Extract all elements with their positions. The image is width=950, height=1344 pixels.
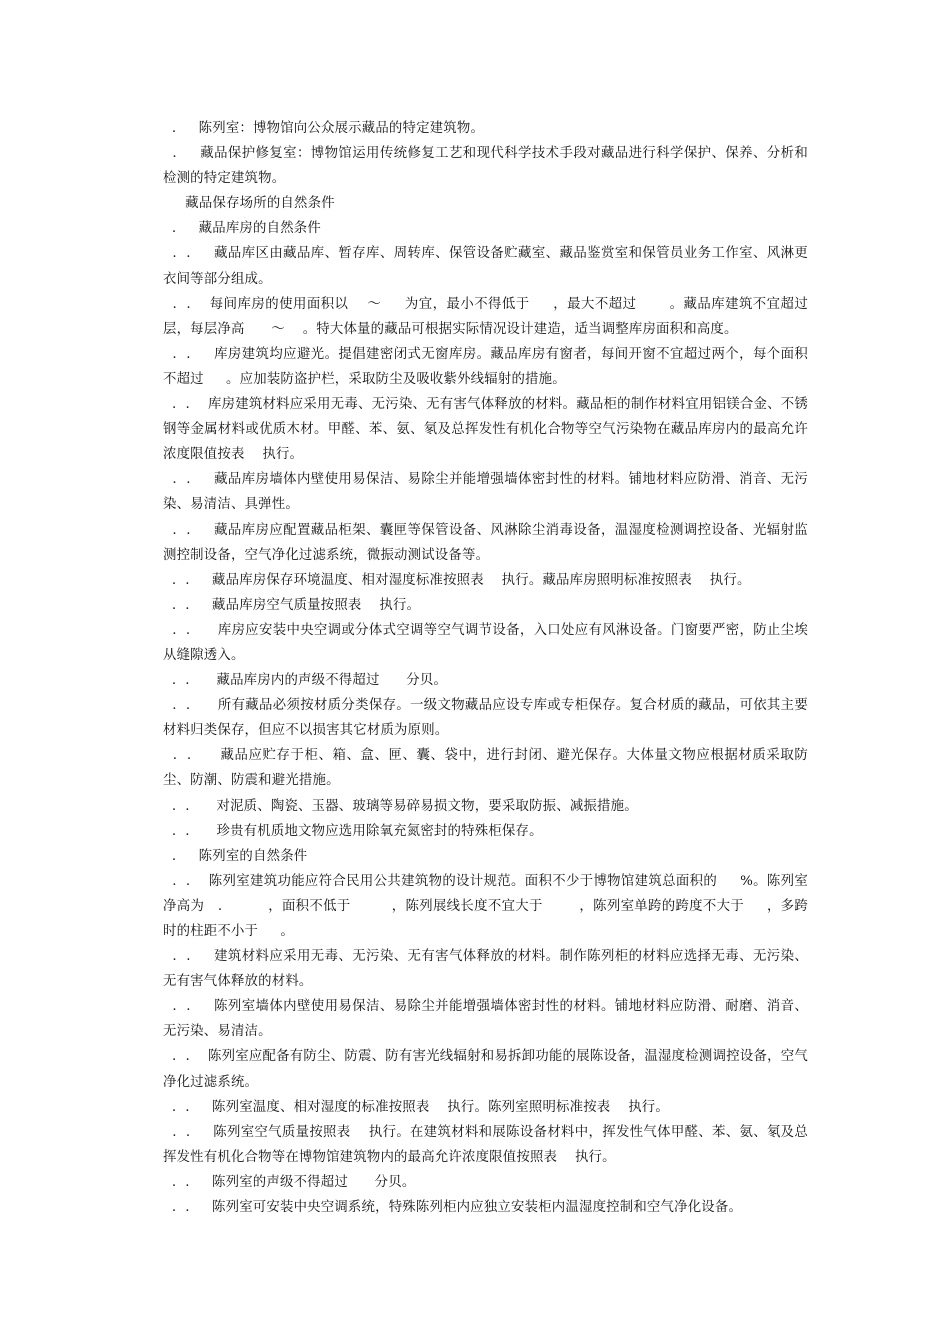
paragraph-storeroom-air-quality: . . 藏品库房空气质量按照表 执行。 <box>163 597 421 613</box>
paragraph-definition-exhibition-room: . 陈列室：博物馆向公众展示藏品的特定建筑物。 <box>163 121 485 136</box>
paragraph-organic-items: . . 珍贵有机质地文物应选用除氧充氮密封的特殊柜保存。 <box>163 823 543 839</box>
paragraph-fragile-items: . . 对泥质、陶瓷、玉器、玻璃等易碎易损文物，要采取防振、减振措施。 <box>163 798 638 814</box>
paragraph-storeroom-equipment: . . 藏品库房应配置藏品柜架、囊匣等保管设备、风淋除尘消毒设备，温湿度检测调控设备、光辐射监测控制设备，空气净化过滤系统，微振动测试设备等。 <box>163 522 808 563</box>
document-body <box>163 116 822 1220</box>
paragraph-exhibition-walls: . . 陈列室墙体内壁使用易保洁、易除尘并能增强墙体密封性的材料。铺地材料应防滑、耐磨、消音、无污染、易清洁。 <box>163 999 808 1040</box>
paragraph-exhibition-noise: . . 陈列室的声级不得超过 分贝。 <box>163 1174 416 1190</box>
paragraph-sealed-storage: . . 藏品应贮存于柜、箱、盒、匣、囊、袋中，进行封闭、避光保存。大体量文物应根据材质采取防尘、防潮、防震和避光措施。 <box>163 748 808 789</box>
paragraph-exhibition-air-conditioning: . . 陈列室可安装中央空调系统，特殊陈列柜内应独立安装柜内温湿度控制和空气净化设备。 <box>163 1200 743 1216</box>
paragraph-exhibition-building: . . 陈列室建筑功能应符合民用公共建筑物的设计规范。面积不少于博物馆建筑总面积的 %。陈列室净高为 . ，面积不低于 ，陈列展线长度不宜大于 ，陈列室单跨的跨度不大于 ，多跨时的柱距不小于 。 <box>163 873 808 939</box>
subsection-heading-storeroom-conditions: . 藏品库房的自然条件 <box>163 221 321 237</box>
paragraph-storeroom-light: . . 库房建筑均应避光。提倡建密闭式无窗库房。藏品库房有窗者，每间开窗不宜超过两个，每个面积不超过 。应加装防盗护栏，采取防尘及吸收紫外线辐射的措施。 <box>163 346 808 387</box>
paragraph-storeroom-walls: . . 藏品库房墙体内壁使用易保洁、易除尘并能增强墙体密封性的材料。铺地材料应防滑、消音、无污染、易清洁、具弹性。 <box>163 472 808 513</box>
paragraph-storeroom-area-composition: . . 藏品库区由藏品库、暂存库、周转库、保管设备贮藏室、藏品鉴赏室和保管员业务工作室、风淋更衣间等部分组成。 <box>163 246 808 287</box>
paragraph-storeroom-noise: . . 藏品库房内的声级不得超过 分贝。 <box>163 673 448 689</box>
paragraph-exhibition-materials: . . 建筑材料应采用无毒、无污染、无有害气体释放的材料。制作陈列柜的材料应选择无毒、无污染、无有害气体释放的材料。 <box>163 949 808 990</box>
paragraph-exhibition-air-quality: . . 陈列室空气质量按照表 执行。在建筑材料和展陈设备材料中，挥发性气体甲醛、苯、氨、氡及总挥发性有机化合物等在博物馆建筑物内的最高允许浓度限值按照表 执行。 <box>163 1124 808 1165</box>
paragraph-storeroom-air-conditioning: . . 库房应安装中央空调或分体式空调等空气调节设备，入口处应有风淋设备。门窗要严密，防止尘埃从缝隙透入。 <box>163 622 808 663</box>
paragraph-storeroom-size: . . 每间库房的使用面积以 ～ 为宜，最小不得低于 ，最大不超过 。藏品库建筑不宜超过 层，每层净高 ～ 。特大体量的藏品可根据实际情况设计建造，适当调整库房面积和高度。 <box>163 296 822 337</box>
subsection-heading-exhibition-conditions: . 陈列室的自然条件 <box>163 848 308 864</box>
section-heading-storage-conditions: 藏品保存场所的自然条件 <box>163 196 335 212</box>
paragraph-exhibition-equipment: . . 陈列室应配备有防尘、防震、防有害光线辐射和易拆卸功能的展陈设备，温湿度检测调控设备，空气净化过滤系统。 <box>163 1049 808 1090</box>
paragraph-exhibition-climate: . . 陈列室温度、相对湿度的标准按照表 执行。陈列室照明标准按表 执行。 <box>163 1099 669 1115</box>
paragraph-storage-by-material: . . 所有藏品必须按材质分类保存。一级文物藏品应设专库或专柜保存。复合材质的藏品，可依其主要材料归类保存，但应不以损害其它材质为原则。 <box>163 698 808 739</box>
paragraph-storeroom-materials: . . 库房建筑材料应采用无毒、无污染、无有害气体释放的材料。藏品柜的制作材料宜用铝镁合金、不锈钢等金属材料或优质木材。甲醛、苯、氨、氡及总挥发性有机化合物等空气污染物在藏品库房内的最高允许浓度限值按表 执行。 <box>163 397 808 463</box>
paragraph-storeroom-climate: . . 藏品库房保存环境温度、相对湿度标准按照表 执行。藏品库房照明标准按照表 执行。 <box>163 572 751 588</box>
paragraph-definition-conservation-room: . 藏品保护修复室：博物馆运用传统修复工艺和现代科学技术手段对藏品进行科学保护、保养、分析和检测的特定建筑物。 <box>163 146 808 187</box>
